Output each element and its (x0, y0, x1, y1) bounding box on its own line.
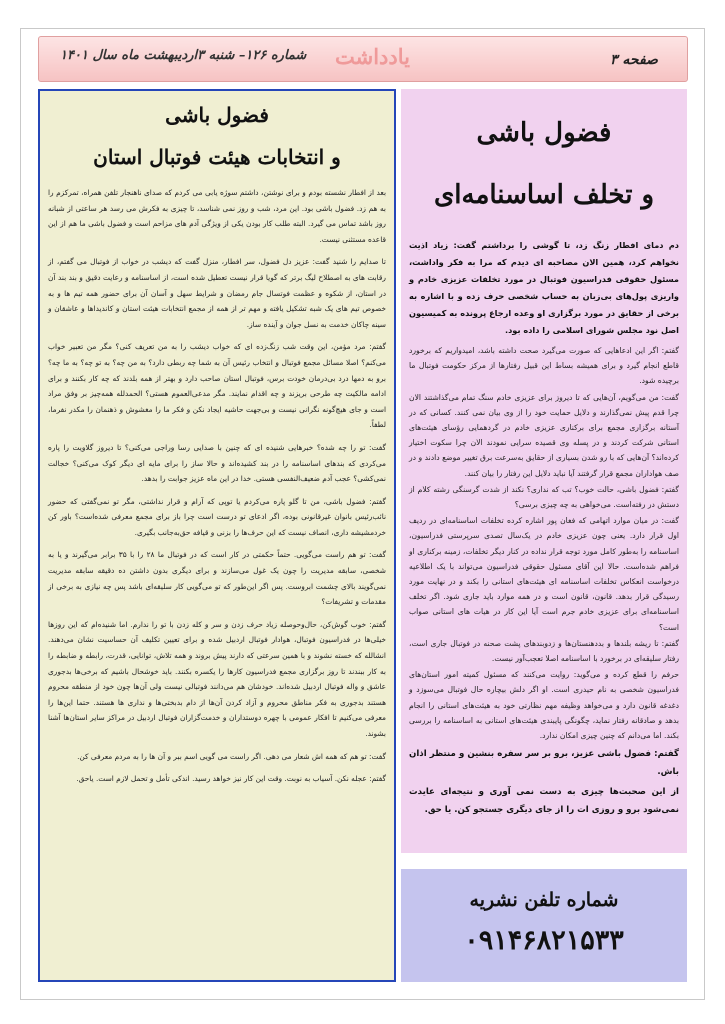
right-article-intro: دم دمای افطار زنگ زد، تا گوشی را برداشتم گفت: زیاد اذیت نخواهم کرد، همین الان مصاحبه ای دیدم که مرا به فکر واداشت، مسئول حقوقی فدراسیون فوتبال در مورد تخلفات عزیزی خادم و واریزی پول‌های بی‌زبان به حساب شخصی حرف زده و با اشاره به برخی از حقایق در مورد برگزاری او وعده ارجاع پرونده به کمیسیون اصل نود مجلس شورای اسلامی را داده بود. (409, 240, 679, 335)
phone-number[interactable]: ۰۹۱۴۶۸۲۱۵۳۳ (464, 925, 624, 956)
right-paragraph: گفتم: تا ریشه بلندها و بددهنستان‌ها و زدوبندهای پشت صحنه در فوتبال جاری است، رفتار سلیقه‌ای در برخورد با اساسنامه اصلا تعجب‌آور نیست. (409, 638, 679, 664)
left-paragraph: تا صدایم را شنید گفت: عزیز دل فضول، سر افطار، منزل گفت که دیشب در خواب از فوتبال می گفتم، از رقابت های به اصطلاح لیگ برتر که گویا قرار نیست تعطیل شده است، از اساسنامه و رعایت دقیق و بند بند آن در استان، از شکوه و عظمت فوتسال جام رمضان و شرایط سهل و آسان آن برای حضور همه تیم ها و به خصوص تیم های یک شبه تشکیل یافته و مهم تر از همه از مجمع انتخابات هیئت استان و کاندیداها و عاشقان و سینه چاکان خدمت به نسل جوان و آینده ساز. (48, 257, 386, 329)
right-paragraph: گفتم: اگر این ادعاهایی که صورت می‌گیرد صحت داشته باشد، امیدواریم که برخورد قاطع انجام گیرد و برای همیشه بساط این قبیل رفتارها از مرکز حکومت فوتبال ما برچیده شود. (409, 346, 679, 386)
left-paragraph: بعد از افطار نشسته بودم و برای نوشتن، داشتم سوژه یابی می کردم که صدای ناهنجار تلفن همراه، تمرکزم را به هم زد. فضول باشی بود. این مرد، شب و روز نمی شناسد، تا چیزی به فکرش می رسد هر ساعتی از شبانه روز باشد تماس می گیرد. البته طلب کار بودن یکی از ویژگی آدم های مزاحم است و فضول باشی ما هم از این قاعده مستثنی نیست. (48, 188, 386, 244)
page-number: صفحه ۳ (610, 52, 658, 68)
left-paragraph: گفتم: مرد مؤمن، این وقت شب زنگ‌زده ای که خواب دیشب را به من تعریف کنی؟ مگر من تعبیر خواب می‌کنم؟ اصلا مسائل مجمع فوتبال و انتخاب رئیس آن به شما چه ربطی دارد؟ به من چه؟ به تو چه؟ به ما چه؟ برو به دمها درد بی‌درمان خودت برس، فوتبال استان صاحب دارد و بهتر از همه بلدند که چه کار بکنند و برای ادامه مالکیت چه طرحی بریزند و چه اقدام نمایند. مگر مدعی‌العموم هستی؟ الحمدلله همه‌چیز بر وفق مراد است و جای هیچ‌گونه نگرانی نیست و بی‌جهت حاشیه ایجاد نکن و فکر ما را مغشوش و ذهنمان را مکدر نفرما، لطفاً. (48, 342, 386, 430)
left-paragraph: گفتم: فضول باشی، من تا گلو پاره می‌کردم یا توپی که آرام و قرار نداشتی، مگر تو نمی‌گفتی که حضور نائب‌رئیس بانوان غیرقانونی بوده، اگر ادعای تو درست است چرا باز برای مجمع معرفی شده‌است؟ باور کن خردمشیشه داری، انصاف نیست که این حرف‌ها را بزنی و قیافه حق‌به‌جانب بگیری. (48, 496, 386, 537)
right-closing-line: گفتم: فضول باشی عزیز، برو بر سر سفره بنشین و منتظر اذان باش. (409, 749, 679, 778)
left-article-subtitle: و انتخابات هیئت فوتبال استان (93, 145, 341, 169)
issue-info: شماره ۱۲۶– شنبه ۳اردیبهشت ماه سال ۱۴۰۱ (60, 48, 307, 63)
left-paragraph: گفت: تو هم که همه اش شعار می دهی. اگر راست می گویی اسم ببر و آن ها را به مردم معرفی کن. (77, 751, 386, 761)
left-paragraph: گفتم: خوب گوش‌کن، حال‌وحوصله زیاد حرف زدن و سر و کله زدن با تو را ندارم. اما شنیده‌ام که این روزها خیلی‌ها در فدراسیون فوتبال، هوادار فوتبال اردبیل شده و برای تعیین تکلیف آن حساسیت نشان می‌دهند. انشالله که خسته نشوند و با همین سرعتی که دارند پیش بروند و همه تلاش، توانایی، قدرت، رابطه و ضابطه را به کار ببندند تا روز برگزاری مجمع فدراسیون کارها را یکسره بکنند. باید خوشحال باشیم که برخی‌ها بدجوری عاشق و واله فوتبال اردبیل شده‌اند. خودشان هم می‌دانند فوتبالی نیست ولی آن‌ها چون خود از منطقه محروم هستند بدجوری به فکر مناطق محروم و آزاد کردن آن‌ها از دام بدبختی‌ها و نداری ها هستند. حتما این‌ها را معرفی می‌کنیم تا افکار عمومی با چهره دوستداران و خدمت‌گزاران فوتبال اردبیل در مراکز سایر استان‌ها آشنا بشوند. (48, 619, 386, 738)
section-name: یادداشت (335, 44, 410, 69)
right-closing-line: از این صحبت‌ها چیزی به دست نمی آوری و نتیجه‌ای عایدت نمی‌شود برو و روزی ات را از جای دیگری جستجو کن. یا حق. (409, 787, 679, 816)
left-paragraph: گفت: تو را چه شده؟ خبرهایی شنیده ای که چنین با صدایی رسا وراجی می‌کنی؟ تا دیروز گلاویت را پاره می‌کردی که بندهای اساسنامه را در بند کشیده‌اند و حالا ساز را برای مایه ای دیگر کوک می‌کنی؟ خجالت نمی‌کشی؟ عجب آدم ضعیف‌النفسی هستی. خدا در این ماه عزیز جوابت را بدهد. (48, 442, 386, 484)
right-paragraph: گفتم: فضول باشی، حالت خوب؟ تب که نداری؟ نکند از شدت گرسنگی رشته کلام از دستش در رفته‌است. می‌خواهی به چه چیزی برسی؟ (409, 484, 679, 510)
phone-label: شماره تلفن نشریه (469, 889, 619, 911)
right-article-title: فضول باشی (476, 118, 612, 148)
left-paragraph: گفتم: عجله نکن. آسیاب به نوبت. وقت این کار نیز خواهد رسید. اندکی تأمل و تحمل لازم است. یاحق. (76, 774, 386, 784)
left-article (38, 89, 396, 982)
left-article-title: فضول باشی (165, 103, 269, 127)
right-article (401, 89, 687, 853)
right-paragraph: حرفم را قطع کرده و می‌گوید: روایت می‌کنند که مسئول کمیته امور استان‌های فدراسیون شخصی به نام حیدری است. او اگر دلش بیچاره حال فوتبال می‌سوزد و دغدغه قانون دارد و می‌خواهد وظیفه مهم نظارتی خود به هیئت‌های استانی را انجام بدهد و صادقانه رفتار نماید، چگونگی پایبندی هیئت‌های استانی به اساسنامه را بررسی بکند. اما می‌دانم که چنین چیزی امکان ندارد. (409, 670, 679, 741)
right-paragraph: گفت: در میان موارد اتهامی که فغان پور اشاره کرده تخلفات اساسنامه‌ای در ردیف اول قرار دارد. یعنی چون عزیزی خادم در یک‌سال تصدی سرپرستی فدراسیون، اساسنامه را به‌طور کامل مورد توجه قرار نداده در کنار دیگر تخلفات، زمینه برکناری او فراهم شده‌است. حالا این آقای مسئول حقوقی فدراسیون می‌تواند با یک اطلاعیه درخواست انعکاس تخلفات اساسنامه ای هیئت‌های استانی را بکند و در نهایت مورد رسیدگی قرار بدهد. قانون، قانون است و در همه موارد باید جاری شود. اگر تخلف اساسنامه‌ای برای عزیزی خادم جرم است آیا این کار در هیات های استانی صواب است؟ (409, 516, 679, 632)
right-paragraph: گفت: من می‌گویم، آن‌هایی که تا دیروز برای عزیزی خادم سنگ تمام می‌گذاشتند الان چرا قدم پیش نمی‌گذارند و دلایل حمایت خود را از وی بیان نمی کنند. کسانی که در آستانه برگزاری مجمع برای برکناری عزیزی خادم در گردهمایی رؤسای هیئت‌های استانی شرکت کردند و در پسله وی قصیده سرایی نمودند الان چرا سکوت اختیار کرده‌اند؟ آن‌هایی که با رو شدن بسیاری از حقایق به‌سرعت برق تغییر موضع دادند و در صف هواداران مجمع قرار گرفتند آیا نباید دلایل این رفتار را بیان کنند. (409, 392, 679, 478)
right-article-subtitle: و تخلف اساسنامه‌ای (433, 180, 655, 210)
left-paragraph: گفت: تو هم راست می‌گویی. حتماً حکمتی در کار است که در فوتبال ما ۲۸ را با ۳۵ برابر می‌گیرند و یا به شخصی، سابقه مدیریت را چون یک غول می‌سازند و برای دیگری بدون داشتن ده دقیقه سابقه مدیریت نمی‌گویند بالای چشمت ابروست. پس اگر این‌طور که تو می‌گویی کار سلیقه‌ای باشد پس چه نیازی به برخی از مقدمات و تشریفات؟ (48, 550, 386, 607)
phone-box (401, 869, 687, 982)
